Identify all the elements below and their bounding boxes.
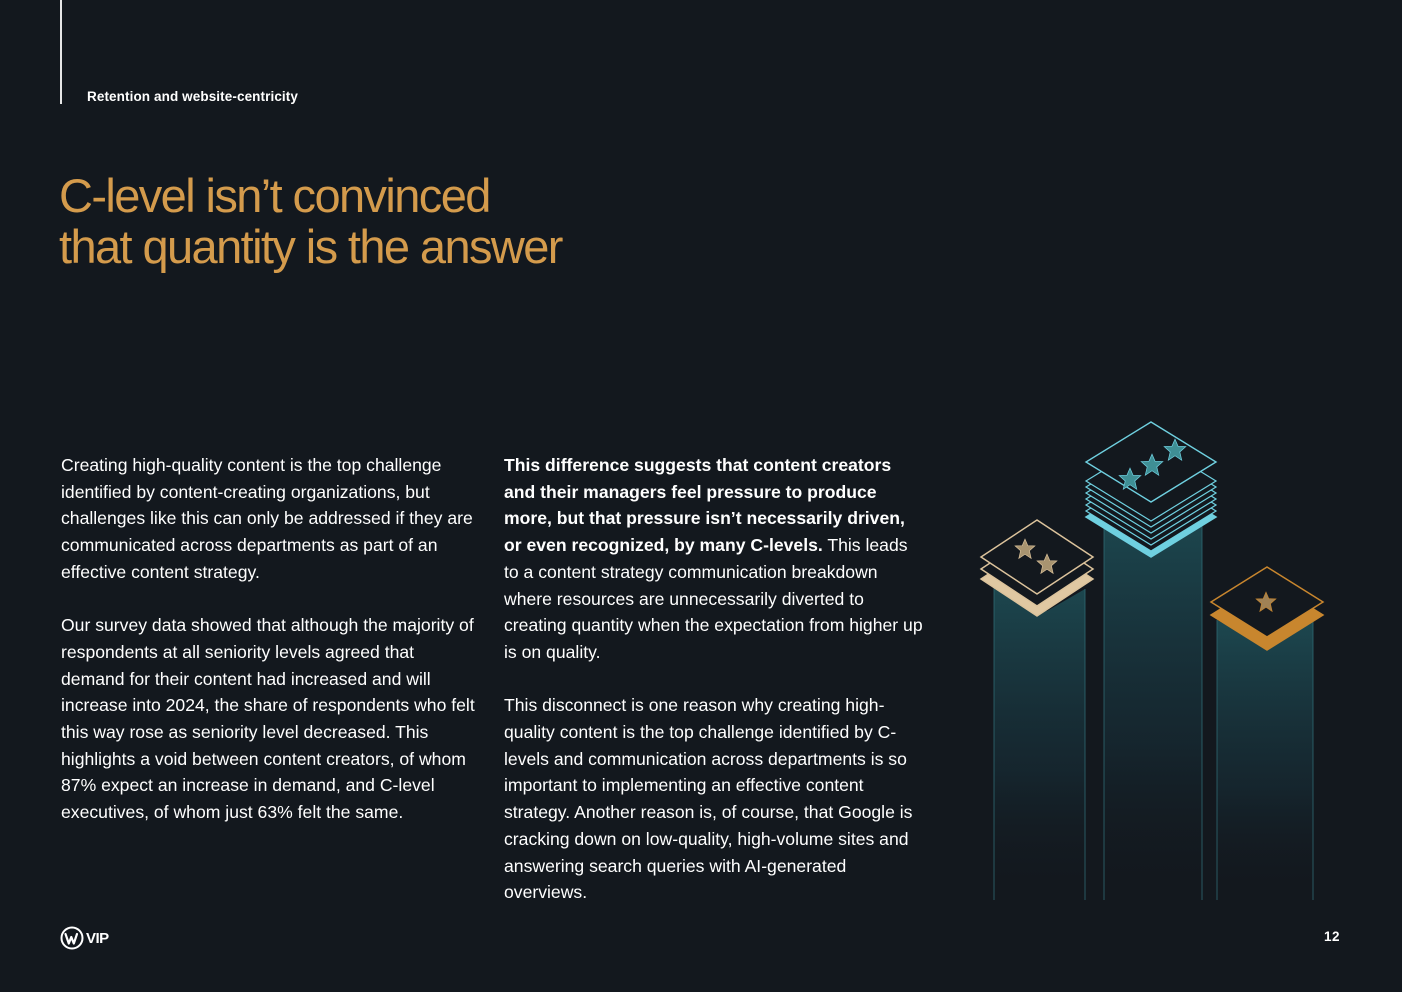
section-label: Retention and website-centricity xyxy=(87,89,298,104)
body-column-left xyxy=(61,452,481,853)
wordpress-icon xyxy=(60,926,84,950)
brand-logo[interactable] xyxy=(60,926,109,950)
body-paragraph-3 xyxy=(504,452,924,666)
pillar-left xyxy=(981,520,1093,900)
emphasis-text: This difference suggests that content creators and their managers feel pressure to produce more, but that pressure isn’t necessarily driven, or even recognized, by many C-levels. xyxy=(504,455,905,556)
logo-text: VIP xyxy=(86,929,109,947)
body-paragraph-2: Our survey data showed that although the majority of respondents at all seniority levels agreed that demand for their content had increased and will increase into 2024, the share of respondents who felt this way rose as seniority level decreased. This highlights a void between content creators, of whom 87% expect an increase in demand, and C-level executives, of whom just 63% felt the same. xyxy=(61,615,475,823)
body-paragraph-1: Creating high-quality content is the top challenge identified by content-creating organizations, but challenges like this can only be addressed if they are communicated across departments as part of an effective content strategy. xyxy=(61,455,473,582)
page-headline xyxy=(59,170,562,272)
body-paragraph-4: This disconnect is one reason why creating high-quality content is the top challenge identified by C-levels and communication across departments is so important to implementing an effective content strategy. Another reason is, of course, that Google is cracking down on low-quality, high-volume sites and answering search queries with AI-generated overviews. xyxy=(504,695,913,903)
headline-line-1: C-level isn’t convinced xyxy=(59,169,490,222)
page-number: 12 xyxy=(1323,929,1340,944)
pillar-right xyxy=(1211,567,1323,900)
body-paragraph-3-rest: This leads to a content strategy communication breakdown where resources are unnecessarily diverted to creating quantity when the expectation from higher up is on quality. xyxy=(504,535,923,662)
header-divider-line xyxy=(60,0,62,104)
pillar-middle xyxy=(1086,422,1216,900)
stacked-rating-pillars-illustration xyxy=(975,415,1325,905)
headline-line-2: that quantity is the answer xyxy=(59,220,562,273)
body-column-right xyxy=(504,452,924,933)
